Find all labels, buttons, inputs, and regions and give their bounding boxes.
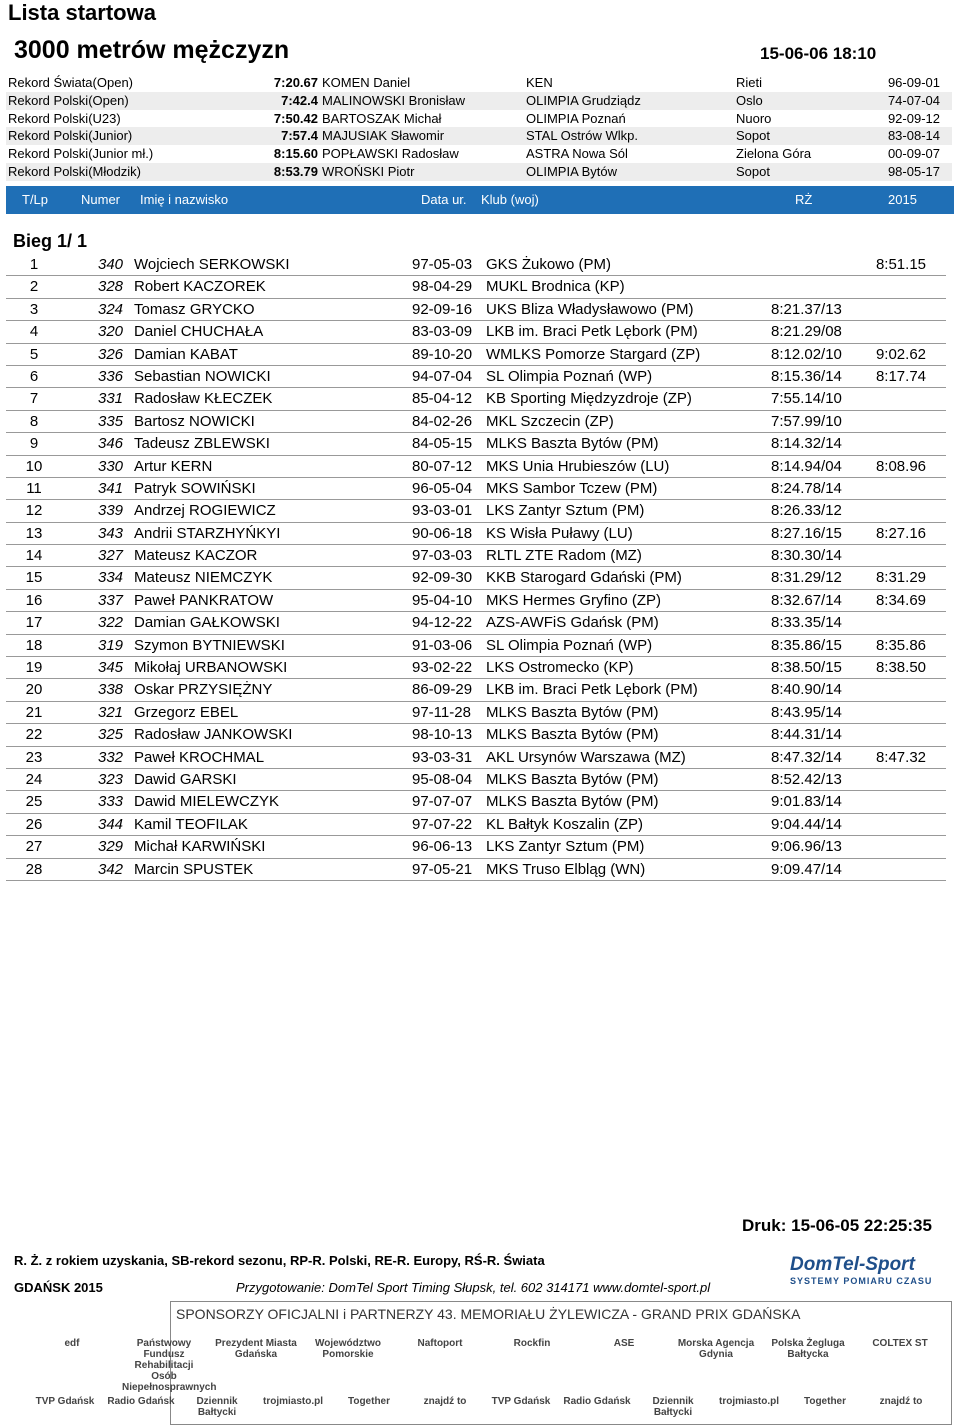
result-name: Szymon BYTNIEWSKI xyxy=(134,636,285,654)
result-club: WMLKS Pomorze Stargard (ZP) xyxy=(486,345,701,363)
result-dob: 83-03-09 xyxy=(412,323,473,341)
result-name: Radosław JANKOWSKI xyxy=(134,726,293,744)
record-date: 92-09-12 xyxy=(887,110,940,126)
event-datetime: 15-06-06 18:10 xyxy=(760,44,877,63)
result-lp: 20 xyxy=(25,681,43,699)
record-row xyxy=(6,92,952,110)
result-num: 336 xyxy=(98,367,124,385)
table-row xyxy=(6,388,946,410)
record-name: KOMEN Daniel xyxy=(322,75,411,90)
table-row xyxy=(6,411,946,433)
result-name: Kamil TEOFILAK xyxy=(134,815,248,833)
col-sb: 2015 xyxy=(888,192,917,207)
result-sb: 8:27.16 xyxy=(875,524,926,542)
result-pb: 9:09.47/14 xyxy=(771,860,842,878)
result-pb: 8:30.30/14 xyxy=(771,547,842,565)
page-title: Lista startowa xyxy=(8,0,156,25)
result-sb: 9:02.62 xyxy=(875,345,926,363)
table-row xyxy=(6,523,946,545)
result-pb: 8:47.32/14 xyxy=(771,748,842,766)
result-dob: 91-03-06 xyxy=(412,636,473,654)
result-pb: 8:44.31/14 xyxy=(771,726,842,744)
result-name: Tadeusz ZBLEWSKI xyxy=(134,435,270,453)
result-lp: 24 xyxy=(25,770,43,788)
result-club: KL Bałtyk Koszalin (ZP) xyxy=(486,815,643,833)
record-club: KEN xyxy=(526,75,553,90)
result-pb: 9:06.96/13 xyxy=(771,838,842,856)
record-row xyxy=(6,74,952,92)
table-row xyxy=(6,254,946,276)
record-date: 83-08-14 xyxy=(887,128,940,144)
result-sb: 8:17.74 xyxy=(875,367,926,385)
logo-sub: SYSTEMY POMIARU CZASU xyxy=(790,1276,933,1286)
table-row xyxy=(6,836,946,858)
result-name: Dawid GARSKI xyxy=(134,770,237,788)
heat-title: Bieg 1/ 1 xyxy=(13,231,88,251)
result-pb: 9:01.83/14 xyxy=(771,793,842,811)
results-header xyxy=(6,186,954,214)
result-club: MLKS Baszta Bytów (PM) xyxy=(486,703,659,721)
sponsor-logo: znajdź to xyxy=(879,1396,923,1407)
sponsor-logo: Naftoport xyxy=(417,1338,463,1349)
record-label: Rekord Polski(Junior) xyxy=(8,128,133,144)
table-row xyxy=(6,702,946,724)
result-dob: 96-05-04 xyxy=(412,479,473,497)
record-time: 8:15.60 xyxy=(273,146,318,162)
record-date: 74-07-04 xyxy=(887,92,940,108)
result-dob: 97-07-22 xyxy=(412,815,473,833)
result-name: Dawid MIELEWCZYK xyxy=(134,793,280,811)
result-club: GKS Żukowo (PM) xyxy=(486,256,612,273)
record-time: 7:50.42 xyxy=(273,110,318,126)
result-club: MLKS Baszta Bytów (PM) xyxy=(486,770,659,788)
result-club: MUKL Brodnica (KP) xyxy=(486,278,625,296)
result-pb: 8:21.37/13 xyxy=(771,300,842,318)
result-dob: 94-07-04 xyxy=(412,367,473,385)
table-row xyxy=(6,657,946,679)
result-sb: 8:35.86 xyxy=(875,636,926,654)
sponsor-logo: Dziennik Bałtycki xyxy=(652,1396,694,1418)
result-name: Mateusz NIEMCZYK xyxy=(134,569,273,587)
sponsor-logo: Polska Żegluga Bałtycka xyxy=(771,1338,845,1360)
result-dob: 97-07-07 xyxy=(412,793,473,811)
table-row xyxy=(6,545,946,567)
result-lp: 4 xyxy=(29,323,39,341)
record-name: MAJUSIAK Sławomir xyxy=(322,128,445,144)
result-pb: 8:52.42/13 xyxy=(771,770,842,788)
result-lp: 28 xyxy=(25,860,43,878)
sponsor-logo: Województwo Pomorskie xyxy=(315,1338,381,1360)
sponsors-title: SPONSORZY OFICJALNI i PARTNERZY 43. MEMORIAŁU ŻYLEWICZA - GRAND PRIX GDAŃSKA xyxy=(176,1306,801,1322)
record-name: BARTOSZAK Michał xyxy=(322,110,442,126)
result-club: MLKS Baszta Bytów (PM) xyxy=(486,435,659,453)
result-dob: 93-03-01 xyxy=(412,502,473,520)
record-label: Rekord Polski(U23) xyxy=(8,110,121,126)
result-name: Oskar PRZYSIĘŻNY xyxy=(134,681,273,699)
table-row xyxy=(6,814,946,836)
result-lp: 11 xyxy=(26,479,42,497)
result-club: UKS Bliza Władysławowo (PM) xyxy=(486,300,694,318)
result-lp: 6 xyxy=(29,367,39,385)
result-name: Wojciech SERKOWSKI xyxy=(134,256,290,273)
result-name: Andrzej ROGIEWICZ xyxy=(134,502,276,520)
record-place: Rieti xyxy=(736,75,763,90)
result-num: 322 xyxy=(98,614,124,632)
result-dob: 97-03-03 xyxy=(412,547,473,565)
table-row xyxy=(6,612,946,634)
col-pb: RŻ xyxy=(795,192,813,207)
record-label: Rekord Polski(Open) xyxy=(8,92,129,108)
result-num: 337 xyxy=(98,591,124,609)
table-row xyxy=(6,769,946,791)
col-num: Numer xyxy=(81,192,121,207)
result-club: LKS Zantyr Sztum (PM) xyxy=(486,502,645,520)
result-name: Robert KACZOREK xyxy=(134,278,266,296)
result-lp: 23 xyxy=(25,748,43,766)
result-num: 345 xyxy=(98,659,124,677)
table-row xyxy=(6,321,946,343)
result-pb: 8:35.86/15 xyxy=(771,636,842,654)
result-club: MLKS Baszta Bytów (PM) xyxy=(486,793,659,811)
result-dob: 93-02-22 xyxy=(412,659,473,677)
sponsor-logo: Państwowy Fundusz Rehabilitacji Osób Niepełnosprawnych xyxy=(122,1338,217,1393)
result-lp: 19 xyxy=(25,659,43,677)
result-club: AKL Ursynów Warszawa (MZ) xyxy=(486,748,686,766)
record-club: OLIMPIA Bytów xyxy=(526,163,618,179)
result-club: MLKS Baszta Bytów (PM) xyxy=(486,726,659,744)
legend: R. Ż. z rokiem uzyskania, SB-rekord sezonu, RP-R. Polski, RE-R. Europy, RŚ-R. Świata xyxy=(14,1253,545,1268)
result-num: 339 xyxy=(98,502,124,520)
result-pb: 7:55.14/10 xyxy=(771,390,842,408)
record-name: WROŃSKI Piotr xyxy=(322,163,415,179)
sponsor-logo: TVP Gdańsk xyxy=(491,1396,551,1407)
sponsor-logo: znajdź to xyxy=(423,1396,467,1407)
result-dob: 97-05-03 xyxy=(412,256,473,273)
result-dob: 97-11-28 xyxy=(412,703,471,721)
col-dob: Data ur. xyxy=(421,192,467,207)
result-club: KKB Starogard Gdański (PM) xyxy=(486,569,682,587)
col-lp: T/Lp xyxy=(22,192,49,207)
result-pb: 8:14.32/14 xyxy=(771,435,842,453)
table-row xyxy=(6,747,946,769)
result-lp: 26 xyxy=(25,815,43,833)
table-row xyxy=(6,299,946,321)
record-club: STAL Ostrów Wlkp. xyxy=(526,128,638,144)
result-dob: 90-06-18 xyxy=(412,524,473,542)
result-lp: 15 xyxy=(25,569,43,587)
record-row xyxy=(6,145,952,163)
sponsor-logo: Radio Gdańsk xyxy=(107,1396,175,1407)
result-lp: 17 xyxy=(25,614,43,632)
record-time: 7:42.4 xyxy=(281,92,318,108)
result-lp: 14 xyxy=(25,547,43,565)
table-row xyxy=(6,679,946,701)
result-pb: 8:26.33/12 xyxy=(771,502,842,520)
sponsor-logo: TVP Gdańsk xyxy=(35,1396,95,1407)
result-lp: 22 xyxy=(25,726,43,744)
record-name: POPŁAWSKI Radosław xyxy=(322,146,459,162)
result-dob: 98-10-13 xyxy=(412,726,473,744)
result-num: 331 xyxy=(98,390,124,408)
result-dob: 93-03-31 xyxy=(412,748,473,766)
sponsor-logo: trojmiasto.pl xyxy=(718,1396,779,1407)
result-num: 333 xyxy=(98,793,124,811)
record-place: Nuoro xyxy=(736,110,772,126)
result-dob: 98-04-29 xyxy=(412,278,473,296)
result-dob: 85-04-12 xyxy=(412,390,473,408)
result-club: SL Olimpia Poznań (WP) xyxy=(486,636,653,654)
sponsor-logo: Prezydent Miasta Gdańska xyxy=(215,1338,297,1360)
record-date: 00-09-07 xyxy=(887,146,940,162)
record-club: ASTRA Nowa Sól xyxy=(526,146,628,162)
result-num: 324 xyxy=(98,300,124,318)
table-row xyxy=(6,724,946,746)
record-time: 8:53.79 xyxy=(273,163,318,179)
result-sb: 8:51.15 xyxy=(875,256,926,273)
result-club: MKS Unia Hrubieszów (LU) xyxy=(486,457,670,475)
result-name: Bartosz NOWICKI xyxy=(134,412,255,430)
result-lp: 12 xyxy=(25,502,43,520)
result-lp: 18 xyxy=(25,636,43,654)
sponsor-logo: Radio Gdańsk xyxy=(563,1396,631,1407)
record-row xyxy=(6,110,952,128)
result-pb: 8:33.35/14 xyxy=(771,614,842,632)
table-row xyxy=(6,433,946,455)
result-name: Damian GAŁKOWSKI xyxy=(134,614,280,632)
result-sb: 8:08.96 xyxy=(875,457,926,475)
record-time: 7:20.67 xyxy=(273,75,318,90)
result-lp: 10 xyxy=(25,457,43,475)
record-place: Oslo xyxy=(736,92,763,108)
result-club: RLTL ZTE Radom (MZ) xyxy=(486,547,642,565)
result-club: LKS Zantyr Sztum (PM) xyxy=(486,838,645,856)
result-num: 346 xyxy=(98,435,124,453)
result-name: Mikołaj URBANOWSKI xyxy=(134,659,288,677)
result-club: LKB im. Braci Petk Lębork (PM) xyxy=(486,681,698,699)
result-lp: 9 xyxy=(29,435,39,453)
record-label: Rekord Świata(Open) xyxy=(8,75,133,90)
result-pb: 8:31.29/12 xyxy=(771,569,842,587)
result-name: Andrii STARZHYŃKYI xyxy=(134,524,281,542)
result-sb: 8:31.29 xyxy=(875,569,926,587)
record-club: OLIMPIA Grudziądz xyxy=(526,92,641,108)
table-row xyxy=(6,590,946,612)
result-num: 340 xyxy=(98,256,124,273)
table-row xyxy=(6,791,946,813)
record-date: 98-05-17 xyxy=(887,163,940,179)
result-name: Damian KABAT xyxy=(134,345,238,363)
result-club: AZS-AWFiS Gdańsk (PM) xyxy=(486,614,659,632)
result-num: 328 xyxy=(98,278,124,296)
table-row xyxy=(6,500,946,522)
result-lp: 1 xyxy=(29,256,39,273)
result-club: MKS Truso Elbląg (WN) xyxy=(486,860,646,878)
result-num: 342 xyxy=(98,860,124,878)
result-pb: 9:04.44/14 xyxy=(771,815,842,833)
table-row xyxy=(6,366,946,388)
result-dob: 94-12-22 xyxy=(412,614,473,632)
result-name: Michał KARWIŃSKI xyxy=(134,838,266,856)
table-row xyxy=(6,276,946,298)
col-name: Imię i nazwisko xyxy=(140,192,229,207)
result-name: Patryk SOWIŃSKI xyxy=(134,479,256,497)
result-club: SL Olimpia Poznań (WP) xyxy=(486,367,653,385)
result-pb: 8:27.16/15 xyxy=(771,524,842,542)
result-pb: 8:14.94/04 xyxy=(771,457,842,475)
sponsor-logo: edf xyxy=(64,1338,80,1349)
col-club: Klub (woj) xyxy=(481,192,539,207)
record-label: Rekord Polski(Młodzik) xyxy=(8,163,141,179)
domtel-logo xyxy=(790,1254,940,1284)
result-num: 330 xyxy=(98,457,124,475)
print-date: Druk: 15-06-05 22:25:35 xyxy=(742,1216,932,1235)
result-dob: 80-07-12 xyxy=(412,457,473,475)
result-num: 343 xyxy=(98,524,124,542)
result-pb: 8:40.90/14 xyxy=(771,681,842,699)
result-num: 338 xyxy=(98,681,124,699)
table-row xyxy=(6,567,946,589)
result-lp: 21 xyxy=(25,703,43,721)
result-dob: 95-08-04 xyxy=(412,770,473,788)
sponsor-logo: Together xyxy=(347,1396,391,1407)
result-num: 325 xyxy=(98,726,124,744)
record-row xyxy=(6,163,952,181)
result-num: 341 xyxy=(98,479,124,497)
result-club: KS Wisła Puławy (LU) xyxy=(486,524,633,542)
sponsor-logo: Rockfin xyxy=(513,1338,551,1349)
result-club: MKL Szczecin (ZP) xyxy=(486,412,614,430)
result-num: 334 xyxy=(98,569,124,587)
result-lp: 13 xyxy=(25,524,43,542)
result-dob: 96-06-13 xyxy=(412,838,473,856)
result-name: Sebastian NOWICKI xyxy=(134,367,271,385)
result-lp: 7 xyxy=(29,390,39,408)
result-dob: 92-09-16 xyxy=(412,300,473,318)
result-pb: 8:38.50/15 xyxy=(771,659,842,677)
result-name: Paweł PANKRATOW xyxy=(134,591,274,609)
result-sb: 8:38.50 xyxy=(875,659,926,677)
table-row xyxy=(6,344,946,366)
result-num: 332 xyxy=(98,748,124,766)
result-lp: 5 xyxy=(29,345,39,363)
result-lp: 16 xyxy=(25,591,43,609)
result-pb: 8:15.36/14 xyxy=(771,367,842,385)
result-num: 327 xyxy=(98,547,124,565)
result-club: MKS Sambor Tczew (PM) xyxy=(486,479,658,497)
records-table xyxy=(6,74,952,181)
result-num: 319 xyxy=(98,636,124,654)
result-lp: 27 xyxy=(25,838,43,856)
event-title: 3000 metrów mężczyzn xyxy=(14,36,290,64)
result-club: MKS Hermes Gryfino (ZP) xyxy=(486,591,662,609)
result-num: 344 xyxy=(98,815,124,833)
result-name: Tomasz GRYCKO xyxy=(134,300,255,318)
record-place: Sopot xyxy=(736,128,770,144)
result-pb: 8:24.78/14 xyxy=(771,479,842,497)
result-dob: 95-04-10 xyxy=(412,591,473,609)
result-num: 329 xyxy=(98,838,124,856)
sponsor-logo: trojmiasto.pl xyxy=(262,1396,323,1407)
result-pb: 8:43.95/14 xyxy=(771,703,842,721)
result-pb: 7:57.99/10 xyxy=(771,412,842,430)
record-time: 7:57.4 xyxy=(281,128,318,144)
result-name: Mateusz KACZOR xyxy=(134,547,258,565)
result-name: Artur KERN xyxy=(134,457,213,475)
result-name: Radosław KŁECZEK xyxy=(134,390,273,408)
record-club: OLIMPIA Poznań xyxy=(526,110,626,126)
result-sb: 8:47.32 xyxy=(875,748,926,766)
result-name: Daniel CHUCHAŁA xyxy=(134,323,264,341)
result-pb: 8:32.67/14 xyxy=(771,591,842,609)
sponsor-logo: Dziennik Bałtycki xyxy=(196,1396,238,1418)
logo-main: DomTel-Sport xyxy=(790,1254,915,1275)
result-dob: 84-02-26 xyxy=(412,412,473,430)
record-place: Sopot xyxy=(736,163,770,179)
sponsor-logo: Morska Agencja Gdynia xyxy=(677,1338,755,1360)
table-row xyxy=(6,478,946,500)
result-dob: 92-09-30 xyxy=(412,569,473,587)
record-place: Zielona Góra xyxy=(736,146,812,162)
record-row xyxy=(6,127,952,145)
table-row xyxy=(6,456,946,478)
result-num: 323 xyxy=(98,770,124,788)
preparation-note: Przygotowanie: DomTel Sport Timing Słupsk, tel. 602 314171 www.domtel-sport.pl xyxy=(236,1280,711,1295)
sponsor-logo: Together xyxy=(803,1396,847,1407)
result-dob: 97-05-21 xyxy=(412,860,473,878)
sponsor-logo: COLTEX ST xyxy=(872,1338,928,1349)
result-dob: 84-05-15 xyxy=(412,435,473,453)
result-lp: 8 xyxy=(29,412,39,430)
result-num: 326 xyxy=(98,345,124,363)
sponsor-logo: ASE xyxy=(613,1338,635,1349)
result-sb: 8:34.69 xyxy=(875,591,926,609)
result-num: 335 xyxy=(98,412,124,430)
record-name: MALINOWSKI Bronisław xyxy=(322,92,466,108)
result-num: 320 xyxy=(98,323,124,341)
result-num: 321 xyxy=(98,703,124,721)
result-club: LKS Ostromecko (KP) xyxy=(486,659,634,677)
record-date: 96-09-01 xyxy=(887,75,940,90)
result-dob: 89-10-20 xyxy=(412,345,473,363)
result-name: Marcin SPUSTEK xyxy=(134,860,254,878)
result-lp: 25 xyxy=(25,793,43,811)
result-dob: 86-09-29 xyxy=(412,681,473,699)
result-club: LKB im. Braci Petk Lębork (PM) xyxy=(486,323,698,341)
results-table xyxy=(6,254,946,881)
result-pb: 8:12.02/10 xyxy=(771,345,842,363)
result-name: Grzegorz EBEL xyxy=(134,703,239,721)
result-lp: 3 xyxy=(29,300,39,318)
event-place: GDAŃSK 2015 xyxy=(14,1280,103,1295)
result-lp: 2 xyxy=(29,278,39,296)
table-row xyxy=(6,635,946,657)
result-name: Paweł KROCHMAL xyxy=(134,748,265,766)
result-club: KB Sporting Międzyzdroje (ZP) xyxy=(486,390,692,408)
table-row xyxy=(6,859,946,881)
result-pb: 8:21.29/08 xyxy=(771,323,842,341)
record-label: Rekord Polski(Junior mł.) xyxy=(8,146,154,162)
